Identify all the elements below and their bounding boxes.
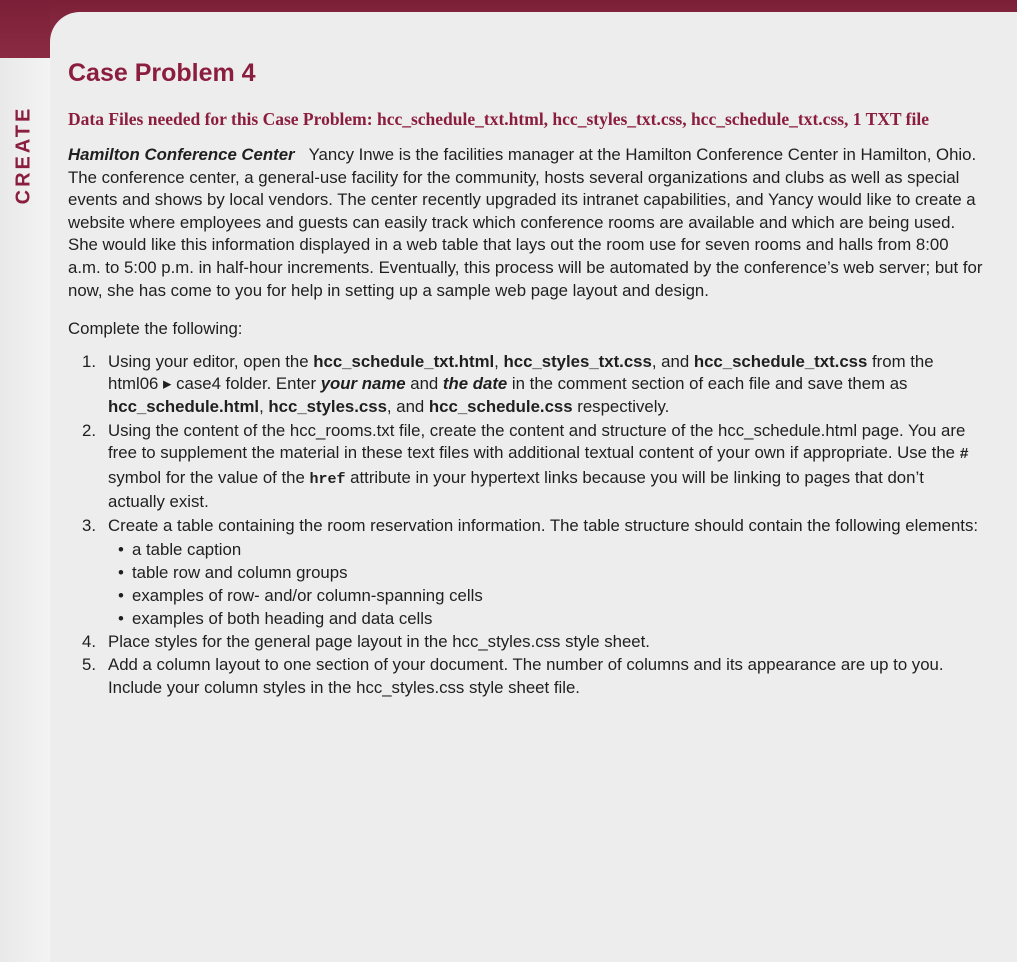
step-text: , and	[386, 396, 429, 416]
complete-label: Complete the following:	[68, 319, 243, 339]
step-text: ,	[259, 396, 269, 416]
step-text: Using the content of the hcc_rooms.txt file, create the content and structure of the hcc_schedule.html page. You are free to supplement the material in these text files with additional textual content of your own if appropriate. Use the	[108, 420, 966, 463]
filename: hcc_styles_txt.css	[503, 351, 652, 371]
filename: hcc_schedule.css	[428, 396, 573, 416]
emphasis: the date	[442, 374, 508, 394]
intro-lead: Hamilton Conference Center	[68, 145, 295, 164]
step-number: 1.	[82, 351, 96, 371]
step-text: Using your editor, open the	[108, 351, 314, 371]
intro-text: Yancy Inwe is the facilities manager at the Hamilton Conference Center in Hamilton, Ohio. The conference center, a general-use facility for the community, hosts several organizations and clubs as well as special events and shows by local vendors. The center recently upgraded its intranet capabilities, and Yancy would like to create a website where employees and guests can easily track which conference rooms are available and which are being used. She would like this information displayed in a web table that lays out the room use for seven rooms and halls from 8:00 a.m. to 5:00 p.m. in half-hour increments. Eventually, this process will be automated by the conference’s web server; but for now, she has come to you for help in setting up a sample web page layout and design.	[68, 145, 983, 300]
case-problem-content	[68, 58, 983, 700]
bullet-list	[108, 538, 983, 630]
emphasis: your name	[320, 374, 406, 394]
step-text: , and	[651, 351, 694, 371]
step-text: in the comment section of each file and save them as	[507, 374, 908, 394]
step-text: symbol for the value of the	[108, 467, 310, 487]
step-text: from the html06 ▸ case4 folder. Enter	[108, 351, 934, 394]
step-text: ,	[494, 351, 504, 371]
bullet-item: • examples of both heading and data cells	[132, 607, 983, 630]
code-attribute: href	[309, 470, 346, 488]
data-files-note: Data Files needed for this Case Problem: hcc_schedule_txt.html, hcc_styles_txt.css, hcc_schedule_txt.css, 1 TXT file	[68, 109, 929, 129]
filename: hcc_schedule.html	[108, 396, 260, 416]
bullet-item: • table row and column groups	[132, 561, 983, 584]
step-text: Create a table containing the room reservation information. The table structure should contain the following elements:	[108, 515, 979, 535]
step-text: respectively.	[572, 396, 670, 416]
filename: hcc_styles.css	[268, 396, 387, 416]
bullet-item: • examples of row- and/or column-spanning cells	[132, 584, 983, 607]
step-1	[82, 351, 983, 419]
bullet-item: • a table caption	[132, 538, 983, 561]
step-text: Place styles for the general page layout in the hcc_styles.css style sheet.	[108, 631, 650, 651]
filename: hcc_schedule_txt.html	[313, 351, 495, 371]
step-number: 5.	[82, 655, 96, 675]
step-number: 2.	[82, 420, 96, 440]
step-text: attribute in your hypertext links because you will be linking to pages that don’t actually exist.	[108, 467, 924, 512]
step-2	[82, 420, 983, 514]
steps-list	[68, 351, 983, 700]
filename: hcc_schedule_txt.css	[693, 351, 868, 371]
create-side-label: CREATE	[12, 105, 35, 205]
step-4	[82, 631, 983, 654]
side-strip-top	[0, 0, 50, 58]
step-3	[82, 515, 983, 630]
step-number: 3.	[82, 515, 96, 535]
intro-paragraph	[68, 144, 983, 302]
step-5	[82, 654, 983, 699]
step-text: and	[405, 374, 443, 394]
case-title: Case Problem 4	[68, 59, 256, 87]
code-symbol: #	[959, 446, 969, 464]
step-text: Add a column layout to one section of your document. The number of columns and its appearance are up to you. Include your column styles in the hcc_styles.css style sheet file.	[108, 655, 944, 697]
step-number: 4.	[82, 631, 96, 651]
